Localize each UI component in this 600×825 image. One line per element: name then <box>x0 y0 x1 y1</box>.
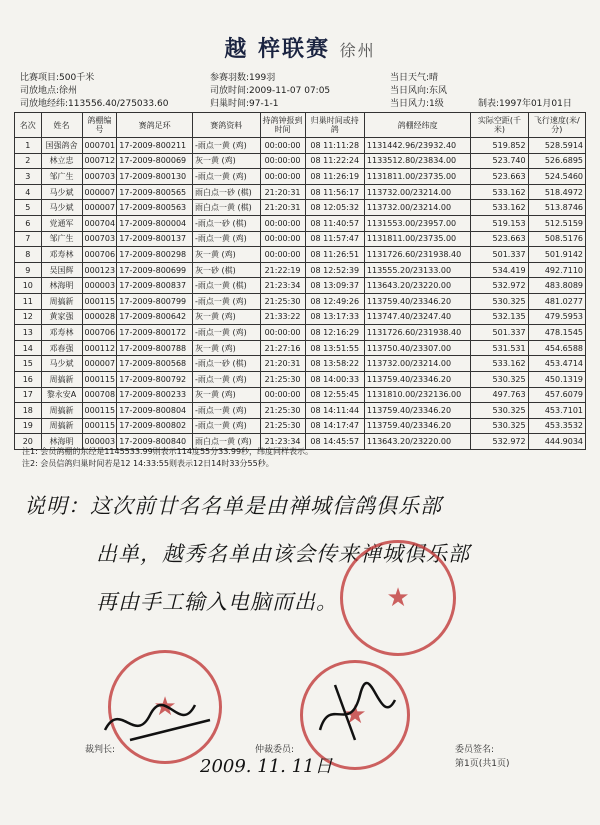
table-cell: 454.6588 <box>528 340 585 356</box>
table-cell: 周搞新 <box>41 371 82 387</box>
table-cell: 1131726.60/231938.40 <box>364 247 470 263</box>
table-cell: 灰一黄 (鸡) <box>193 309 261 325</box>
table-cell: 林海明 <box>41 434 82 450</box>
table-row <box>15 169 586 185</box>
col-header: 实际空距(千米) <box>471 113 528 138</box>
table-cell: 17-2009-800130 <box>117 169 193 185</box>
table-cell: 524.5460 <box>528 169 585 185</box>
table-cell: 519.852 <box>471 138 528 154</box>
table-cell: 17 <box>15 387 42 403</box>
table-cell: 17-2009-800840 <box>117 434 193 450</box>
table-cell: 113732.00/23214.00 <box>364 200 470 216</box>
handwritten-line-3: 再由手工输入电脑而出。 <box>96 590 338 614</box>
meta-release-site: 司放地点:徐州 <box>20 86 78 96</box>
table-cell: 雨白点一黄 (鸡) <box>193 434 261 450</box>
table-cell: 00:00:00 <box>260 153 305 169</box>
signature-mark-left <box>100 690 220 750</box>
table-cell: 530.325 <box>471 293 528 309</box>
table-cell: 478.1545 <box>528 325 585 341</box>
table-cell: 08 11:26:51 <box>305 247 364 263</box>
table-cell: 000028 <box>82 309 117 325</box>
table-cell: 08 11:26:19 <box>305 169 364 185</box>
table-cell: 17-2009-800004 <box>117 215 193 231</box>
table-body <box>15 138 586 450</box>
note-2: 注2: 会员信鸽归巢时间若是12 14:33:55则表示12日14时33分55秒。 <box>22 459 274 468</box>
table-cell: -雨点一砂 (棋) <box>193 215 261 231</box>
table-cell: 532.135 <box>471 309 528 325</box>
meta-release-time: 司放时间:2009-11-07 07:05 <box>210 86 331 96</box>
table-cell: 531.531 <box>471 340 528 356</box>
table-cell: 党通军 <box>41 215 82 231</box>
table-cell: 17-2009-800788 <box>117 340 193 356</box>
table-cell: 530.325 <box>471 418 528 434</box>
table-cell: 周搞新 <box>41 403 82 419</box>
table-cell: 21:20:31 <box>260 356 305 372</box>
table-cell: 08 13:09:37 <box>305 278 364 294</box>
note-1: 注1: 会员鸽棚的东经是1145533.99则表示114度55分33.99秒，纬度同样表示。 <box>22 447 314 456</box>
table-cell: 黎永安A <box>41 387 82 403</box>
table-cell: 邓寿林 <box>41 247 82 263</box>
table-cell: 21:23:34 <box>260 434 305 450</box>
table-row <box>15 247 586 263</box>
table-cell: 12 <box>15 309 42 325</box>
table-cell: 17-2009-800172 <box>117 325 193 341</box>
table-cell: 1131553.00/23957.00 <box>364 215 470 231</box>
table-cell: 000003 <box>82 434 117 450</box>
table-cell: 000701 <box>82 138 117 154</box>
table-cell: 501.9142 <box>528 247 585 263</box>
table-cell: 000007 <box>82 356 117 372</box>
table-cell: 17-2009-800799 <box>117 293 193 309</box>
table-cell: 000706 <box>82 325 117 341</box>
table-cell: 10 <box>15 278 42 294</box>
meta-prepared: 制表:1997年01月01日 <box>478 99 572 109</box>
table-row <box>15 371 586 387</box>
table-row <box>15 293 586 309</box>
table-cell: 15 <box>15 356 42 372</box>
table-cell: 2 <box>15 153 42 169</box>
table-cell: 5 <box>15 200 42 216</box>
table-cell: 523.740 <box>471 153 528 169</box>
table-row <box>15 153 586 169</box>
table-cell: 08 13:17:33 <box>305 309 364 325</box>
table-row <box>15 309 586 325</box>
table-cell: 113732.00/23214.00 <box>364 184 470 200</box>
table-cell: 000706 <box>82 247 117 263</box>
table-cell: 000115 <box>82 371 117 387</box>
table-cell: 21:22:19 <box>260 262 305 278</box>
table-cell: -雨点一黄 (鸡) <box>193 138 261 154</box>
table-cell: 000003 <box>82 278 117 294</box>
table-cell: 17-2009-800642 <box>117 309 193 325</box>
table-cell: 17-2009-800568 <box>117 356 193 372</box>
table-cell: 113759.40/23346.20 <box>364 403 470 419</box>
table-cell: 18 <box>15 403 42 419</box>
table-cell: 21:23:34 <box>260 278 305 294</box>
table-cell: 黄家强 <box>41 309 82 325</box>
footer-committee: 委员签名: <box>455 745 495 755</box>
table-cell: 灰一砂 (棋) <box>193 262 261 278</box>
table-cell: 21:27:16 <box>260 340 305 356</box>
table-cell: 00:00:00 <box>260 325 305 341</box>
table-cell: 马少斌 <box>41 356 82 372</box>
table-cell: 11 <box>15 293 42 309</box>
table-cell: 508.5176 <box>528 231 585 247</box>
table-cell: 14 <box>15 340 42 356</box>
results-table <box>14 112 586 450</box>
table-cell: 17-2009-800563 <box>117 200 193 216</box>
table-cell: 000115 <box>82 403 117 419</box>
table-cell: 21:20:31 <box>260 200 305 216</box>
footer-referee: 裁判长: <box>85 745 116 755</box>
table-cell: 501.337 <box>471 325 528 341</box>
table-cell: 08 14:45:57 <box>305 434 364 450</box>
table-cell: 000112 <box>82 340 117 356</box>
table-cell: 532.972 <box>471 278 528 294</box>
table-cell: 雨白点一黄 (棋) <box>193 200 261 216</box>
table-cell: 08 12:16:29 <box>305 325 364 341</box>
table-cell: 450.1319 <box>528 371 585 387</box>
table-cell: 邹广生 <box>41 231 82 247</box>
table-cell: -雨点一黄 (鸡) <box>193 169 261 185</box>
table-cell: 08 11:57:47 <box>305 231 364 247</box>
table-cell: 17-2009-800137 <box>117 231 193 247</box>
table-cell: 国强鸽舍 <box>41 138 82 154</box>
table-cell: 21:25:30 <box>260 371 305 387</box>
table-row <box>15 325 586 341</box>
table-row <box>15 418 586 434</box>
table-cell: 000115 <box>82 418 117 434</box>
table-cell: 19 <box>15 418 42 434</box>
meta-weather: 当日天气:晴 <box>390 73 439 83</box>
table-cell: 3 <box>15 169 42 185</box>
table-cell: 邹广生 <box>41 169 82 185</box>
table-cell: 000703 <box>82 231 117 247</box>
table-cell: 08 11:22:24 <box>305 153 364 169</box>
table-cell: -雨点一黄 (鸡) <box>193 293 261 309</box>
table-cell: 113555.20/23133.00 <box>364 262 470 278</box>
table-header-row <box>15 113 586 138</box>
table-cell: 21:25:30 <box>260 418 305 434</box>
table-cell: 7 <box>15 231 42 247</box>
table-cell: -雨点一黄 (鸡) <box>193 325 261 341</box>
table-cell: 00:00:00 <box>260 247 305 263</box>
table-cell: 08 14:17:47 <box>305 418 364 434</box>
table-cell: 000704 <box>82 215 117 231</box>
table-row <box>15 403 586 419</box>
meta-wind-force: 当日风力:1级 <box>390 99 444 109</box>
table-cell: 530.325 <box>471 403 528 419</box>
table-cell: 21:25:30 <box>260 403 305 419</box>
table-cell: 21:25:30 <box>260 293 305 309</box>
table-cell: 000712 <box>82 153 117 169</box>
table-cell: 21:33:22 <box>260 309 305 325</box>
table-cell: 13 <box>15 325 42 341</box>
table-cell: 1131810.00/232136.00 <box>364 387 470 403</box>
table-row <box>15 231 586 247</box>
table-cell: 邓春强 <box>41 340 82 356</box>
table-cell: 526.6895 <box>528 153 585 169</box>
col-header: 归巢时间或持鸽 <box>305 113 364 138</box>
table-cell: 08 11:40:57 <box>305 215 364 231</box>
table-cell: 08 13:51:55 <box>305 340 364 356</box>
table-cell: 113643.20/23220.00 <box>364 278 470 294</box>
table-cell: 17-2009-800804 <box>117 403 193 419</box>
table-cell: 113747.40/23247.40 <box>364 309 470 325</box>
col-header: 飞行速度(米/分) <box>528 113 585 138</box>
table-cell: -雨点一黄 (鸡) <box>193 418 261 434</box>
table-cell: 523.663 <box>471 231 528 247</box>
table-cell: 533.162 <box>471 356 528 372</box>
table-cell: 17-2009-800802 <box>117 418 193 434</box>
table-row <box>15 387 586 403</box>
table-cell: 雨白点一砂 (棋) <box>193 184 261 200</box>
table-cell: 113759.40/23346.20 <box>364 293 470 309</box>
table-cell: 1131442.96/23932.40 <box>364 138 470 154</box>
table-cell: 00:00:00 <box>260 215 305 231</box>
table-cell: 灰一黄 (鸡) <box>193 153 261 169</box>
table-cell: 17-2009-800298 <box>117 247 193 263</box>
table-cell: 08 12:55:45 <box>305 387 364 403</box>
table-cell: 17-2009-800069 <box>117 153 193 169</box>
table-cell: 453.4714 <box>528 356 585 372</box>
table-cell: 17-2009-800792 <box>117 371 193 387</box>
table-row <box>15 200 586 216</box>
table-cell: 113732.00/23214.00 <box>364 356 470 372</box>
table-cell: 453.7101 <box>528 403 585 419</box>
table-cell: -雨点一砂 (棋) <box>193 356 261 372</box>
table-cell: 4 <box>15 184 42 200</box>
table-cell: 17-2009-800211 <box>117 138 193 154</box>
table-cell: 灰一黄 (鸡) <box>193 247 261 263</box>
table-cell: 17-2009-800699 <box>117 262 193 278</box>
report-title <box>0 32 600 63</box>
table-cell: 000007 <box>82 200 117 216</box>
table-cell: 00:00:00 <box>260 138 305 154</box>
table-cell: 532.972 <box>471 434 528 450</box>
seal-star-icon: ★ <box>343 700 367 730</box>
table-row <box>15 215 586 231</box>
table-cell: 533.162 <box>471 200 528 216</box>
table-cell: 林立忠 <box>41 153 82 169</box>
table-cell: 林海明 <box>41 278 82 294</box>
table-cell: 20 <box>15 434 42 450</box>
table-cell: 17-2009-800233 <box>117 387 193 403</box>
page-number: 第1页(共1页) <box>455 759 510 769</box>
table-cell: 528.5914 <box>528 138 585 154</box>
col-header: 赛鸽足环 <box>117 113 193 138</box>
table-cell: 灰一黄 (鸡) <box>193 340 261 356</box>
table-cell: 530.325 <box>471 371 528 387</box>
table-cell: 16 <box>15 371 42 387</box>
seal-star-icon: ★ <box>386 583 410 613</box>
table-cell: 492.7110 <box>528 262 585 278</box>
table-cell: 519.153 <box>471 215 528 231</box>
table-cell: -雨点一黄 (鸡) <box>193 371 261 387</box>
col-header: 鸽棚编号 <box>82 113 117 138</box>
table-cell: 8 <box>15 247 42 263</box>
seal-chancheng <box>340 540 456 656</box>
table-cell: 000123 <box>82 262 117 278</box>
table-cell: 08 12:05:32 <box>305 200 364 216</box>
signature-mark-right <box>310 675 400 745</box>
handwritten-line-2: 出单，越秀名单由该会传来禅城俱乐部 <box>96 542 470 566</box>
table-cell: 08 12:52:39 <box>305 262 364 278</box>
table-cell: 000703 <box>82 169 117 185</box>
meta-entries: 参赛羽数:199羽 <box>210 73 276 83</box>
table-cell: 灰一黄 (鸡) <box>193 387 261 403</box>
table-cell: 21:20:31 <box>260 184 305 200</box>
table-cell: 512.5159 <box>528 215 585 231</box>
meta-return-time: 归巢时间:97-1-1 <box>210 99 279 109</box>
title-suffix: 徐州 <box>339 41 376 60</box>
table-cell: 周搞新 <box>41 293 82 309</box>
table-cell: 1133512.80/23834.00 <box>364 153 470 169</box>
table-cell: 08 14:00:33 <box>305 371 364 387</box>
col-header: 名次 <box>15 113 42 138</box>
table-cell: 9 <box>15 262 42 278</box>
col-header: 持鸽钟报到时间 <box>260 113 305 138</box>
table-cell: 534.419 <box>471 262 528 278</box>
table-cell: -雨点一黄 (鸡) <box>193 231 261 247</box>
table-cell: 马少斌 <box>41 184 82 200</box>
table-cell: 113759.40/23346.20 <box>364 371 470 387</box>
table-cell: 08 11:56:17 <box>305 184 364 200</box>
table-cell: 113759.40/23346.20 <box>364 418 470 434</box>
meta-wind-direction: 当日风向:东风 <box>390 86 448 96</box>
handwritten-line-1: 说明：这次前廿名名单是由禅城信鸽俱乐部 <box>24 494 442 518</box>
table-cell: 邓寿林 <box>41 325 82 341</box>
table-cell: 08 13:58:22 <box>305 356 364 372</box>
table-cell: 1131726.60/231938.40 <box>364 325 470 341</box>
table-cell: 1131811.00/23735.00 <box>364 169 470 185</box>
table-cell: 113643.20/23220.00 <box>364 434 470 450</box>
table-row <box>15 138 586 154</box>
table-cell: 1 <box>15 138 42 154</box>
table-cell: 000708 <box>82 387 117 403</box>
table-cell: 1131811.00/23735.00 <box>364 231 470 247</box>
table-row <box>15 184 586 200</box>
col-header: 鸽棚经纬度 <box>364 113 470 138</box>
table-cell: 马少斌 <box>41 200 82 216</box>
table-cell: 523.663 <box>471 169 528 185</box>
table-cell: 483.8089 <box>528 278 585 294</box>
meta-event: 比赛项目:500千米 <box>20 73 95 83</box>
table-cell: 453.3532 <box>528 418 585 434</box>
table-cell: 周搞新 <box>41 418 82 434</box>
table-cell: 00:00:00 <box>260 231 305 247</box>
table-cell: 00:00:00 <box>260 169 305 185</box>
col-header: 姓名 <box>41 113 82 138</box>
table-row <box>15 262 586 278</box>
table-cell: 497.763 <box>471 387 528 403</box>
table-cell: 481.0277 <box>528 293 585 309</box>
table-cell: 吴国辉 <box>41 262 82 278</box>
table-cell: 08 12:49:26 <box>305 293 364 309</box>
col-header: 赛鸽资料 <box>193 113 261 138</box>
table-cell: 08 14:11:44 <box>305 403 364 419</box>
table-cell: 08 11:11:28 <box>305 138 364 154</box>
table-cell: 113750.40/23307.00 <box>364 340 470 356</box>
table-cell: 457.6079 <box>528 387 585 403</box>
table-row <box>15 356 586 372</box>
table-cell: 6 <box>15 215 42 231</box>
handwritten-date: 2009. 11. 11日 <box>200 756 333 777</box>
table-cell: 533.162 <box>471 184 528 200</box>
table-cell: -雨点一黄 (棋) <box>193 278 261 294</box>
table-cell: 00:00:00 <box>260 387 305 403</box>
table-cell: 000007 <box>82 184 117 200</box>
table-cell: 513.8746 <box>528 200 585 216</box>
table-cell: 444.9034 <box>528 434 585 450</box>
table-cell: 518.4972 <box>528 184 585 200</box>
table-cell: -雨点一黄 (鸡) <box>193 403 261 419</box>
table-cell: 17-2009-800565 <box>117 184 193 200</box>
table-cell: 000115 <box>82 293 117 309</box>
seal-star-icon: ★ <box>153 692 177 722</box>
footer-arbitration: 仲裁委员: <box>255 745 295 755</box>
table-row <box>15 340 586 356</box>
table-cell: 479.5953 <box>528 309 585 325</box>
title-text: 越 梓联赛 <box>224 36 330 62</box>
table-cell: 501.337 <box>471 247 528 263</box>
meta-release-coords: 司放地经纬:113556.40/275033.60 <box>20 99 169 109</box>
table-row <box>15 278 586 294</box>
table-cell: 17-2009-800837 <box>117 278 193 294</box>
